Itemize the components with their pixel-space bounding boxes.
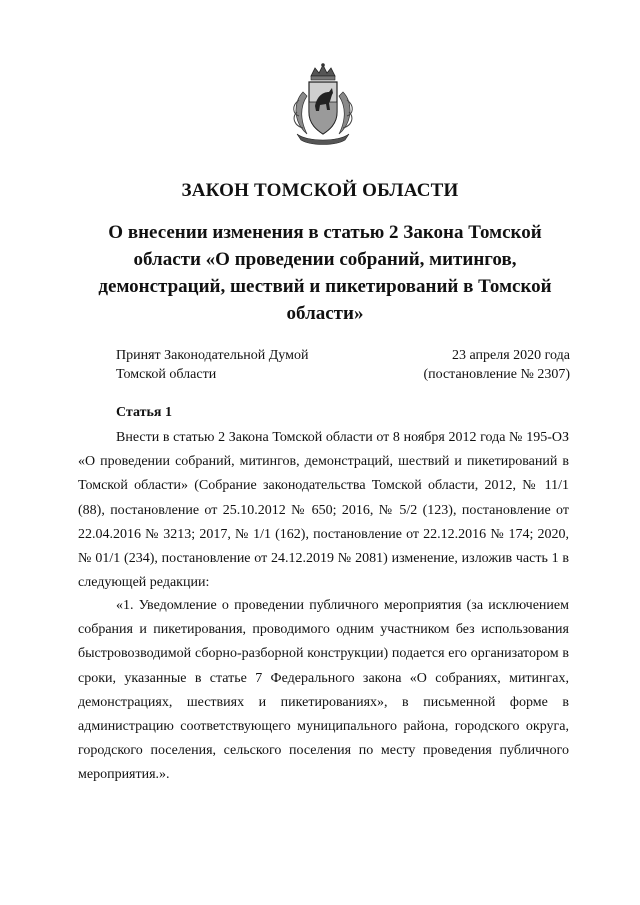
law-title: ЗАКОН ТОМСКОЙ ОБЛАСТИ [181,180,459,201]
resolution-number: (постановление № 2307) [423,367,570,382]
adoption-body-line-2: Томской области [116,367,217,382]
article-paragraph-1: Внести в статью 2 Закона Томской области от 8 ноября 2012 года № 195-ОЗ «О проведении собраний, митингов, демонстраций, шествий и пикетирований в Томской области» (Собрание законодательства Томской области, 2012, № 11/1 (88), постановление от 25.10.2012 № 650; 2016, № 5/2 (123), постановление от 22.04.2016 № 3213; 2017, № 1/1 (162), постановление от 22.12.2016 № 174; 2020, № 01/1 (234), постановление от 24.12.2019 № 2081) изменение, изложив часть 1 в следующей редакции: [78,430,569,591]
adoption-body [116,346,356,384]
adoption-date-line: 23 апреля 2020 года [452,348,570,363]
law-subtitle: О внесении изменения в статью 2 Закона Томской области «О проведении собраний, митингов, демонстраций, шествий и пикетирований в Томской области» [98,222,552,324]
article-paragraph-2: «1. Уведомление о проведении публичного мероприятия (за исключением собрания и пикетирования, проводимого одним участником без использования быстровозводимой сборно-разборной конструкции) подается его организатором в сроки, указанные в статье 7 Федерального закона «О собраниях, митингах, демонстрациях, шествиях и пикетированиях», в письменной форме в администрацию соответствующего муниципального района, городского округа, городского поселения, сельского поселения по месту проведения публичного мероприятия.». [78,598,569,783]
article-heading: Статья 1 [116,405,172,420]
adoption-date [390,346,570,384]
adoption-body-line-1: Принят Законодательной Думой [116,348,309,363]
coat-of-arms-icon [287,62,359,146]
